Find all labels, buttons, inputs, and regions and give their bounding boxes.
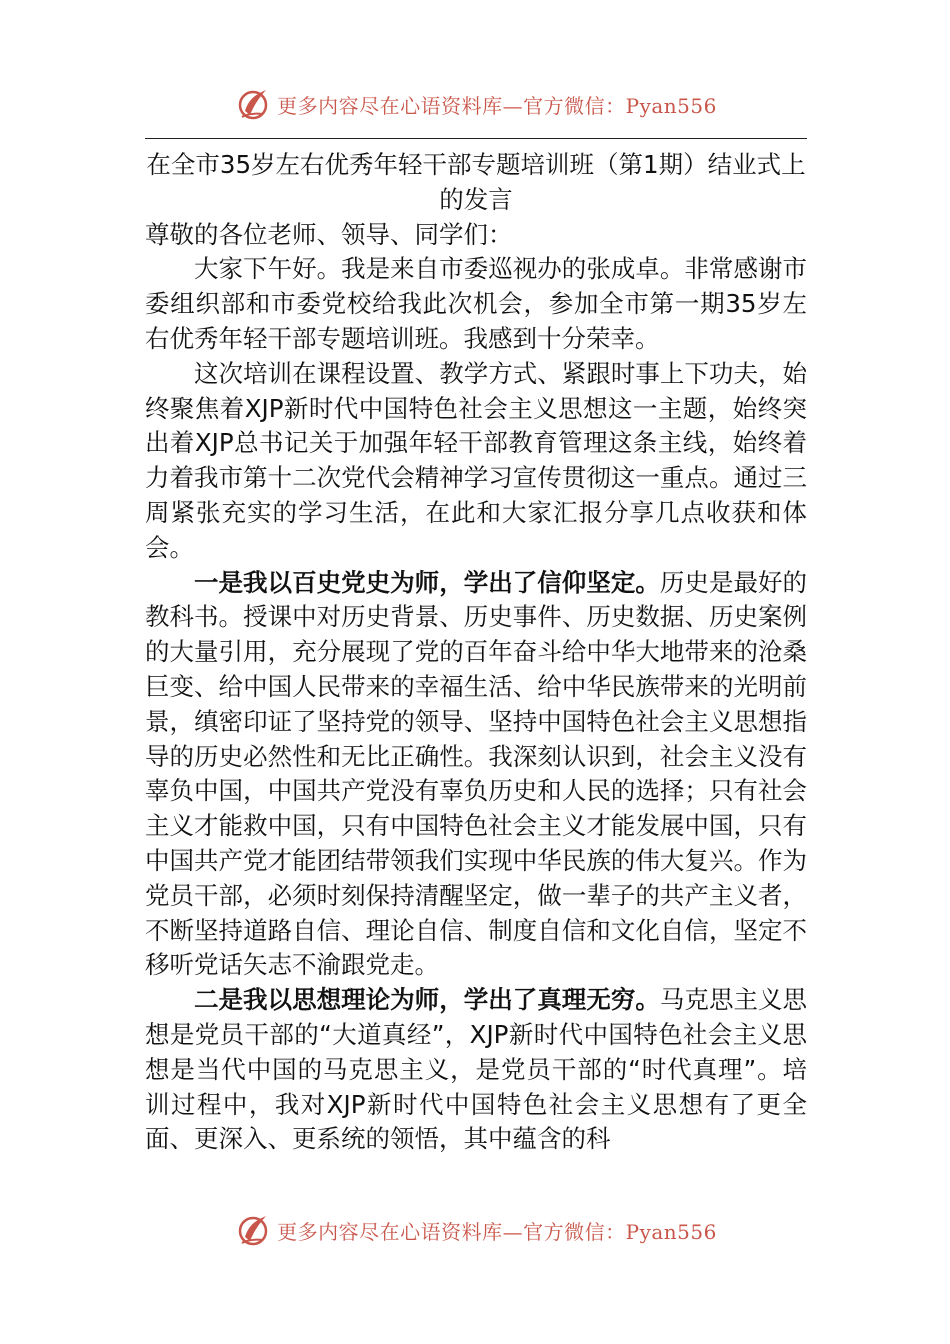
paragraph-3-text: 历史是最好的教科书。授课中对历史背景、历史事件、历史数据、历史案例的大量引用，充分展现了党的百年奋斗给中华大地带来的沧桑巨变、给中国人民带来的幸福生活、给中华民族带来的光明前景，缜密印证了坚持党的领导、坚持中国特色社会主义思想指导的历史必然性和无比正确性。我深刻认识到，社会主义没有辜负中国，中国共产党没有辜负历史和人民的选择；只有社会主义才能救中国，只有中国特色社会主义才能发展中国，只有中国共产党才能团结带领我们实现中华民族的伟大复兴。作为党员干部，必须时刻保持清醒坚定，做一辈子的共产主义者，不断坚持道路自信、理论自信、制度自信和文化自信，坚定不移听党话矢志不渝跟党走。 xyxy=(145,567,808,980)
paragraph-4 xyxy=(145,983,807,1157)
header-banner-text: 更多内容尽在心语资料库—官方微信：Pyan556 xyxy=(277,93,717,118)
document-body xyxy=(145,148,807,1157)
header-banner xyxy=(0,82,950,126)
paragraph-2 xyxy=(145,357,807,566)
paragraph-1-text: 大家下午好。我是来自市委巡视办的张成卓。非常感谢市委组织部和市委党校给我此次机会，参加全市第一期35岁左右优秀年轻干部专题培训班。我感到十分荣幸。 xyxy=(145,254,807,353)
logo-icon xyxy=(233,1210,273,1250)
footer-banner-text: 更多内容尽在心语资料库—官方微信：Pyan556 xyxy=(277,1219,717,1244)
paragraph-1 xyxy=(145,252,807,356)
document-title: 在全市35岁左右优秀年轻干部专题培训班（第1期）结业式上的发言 xyxy=(146,150,806,214)
paragraph-4-text: 马克思主义思想是党员干部的“大道真经”，XJP新时代中国特色社会主义思想是当代中国的马克思主义，是党员干部的“时代真理”。培训过程中，我对XJP新时代中国特色社会主义思想有了更全面、更深入、更系统的领悟，其中蕴含的科 xyxy=(145,985,808,1154)
salutation: 尊敬的各位老师、领导、同学们： xyxy=(145,219,513,249)
paragraph-3 xyxy=(145,566,807,984)
footer-banner xyxy=(0,1208,950,1252)
header-divider xyxy=(145,138,807,139)
paragraph-2-text: 这次培训在课程设置、教学方式、紧跟时事上下功夫，始终聚焦着XJP新时代中国特色社会主义思想这一主题，始终突出着XJP总书记关于加强年轻干部教育管理这条主线，始终着力着我市第十二次党代会精神学习宣传贯彻这一重点。通过三周紧张充实的学习生活，在此和大家汇报分享几点收获和体会。 xyxy=(145,358,807,562)
paragraph-3-lead: 一是我以百史党史为师，学出了信仰坚定。 xyxy=(194,567,660,597)
paragraph-4-lead: 二是我以思想理论为师，学出了真理无穷。 xyxy=(194,985,660,1015)
logo-icon xyxy=(233,84,273,124)
